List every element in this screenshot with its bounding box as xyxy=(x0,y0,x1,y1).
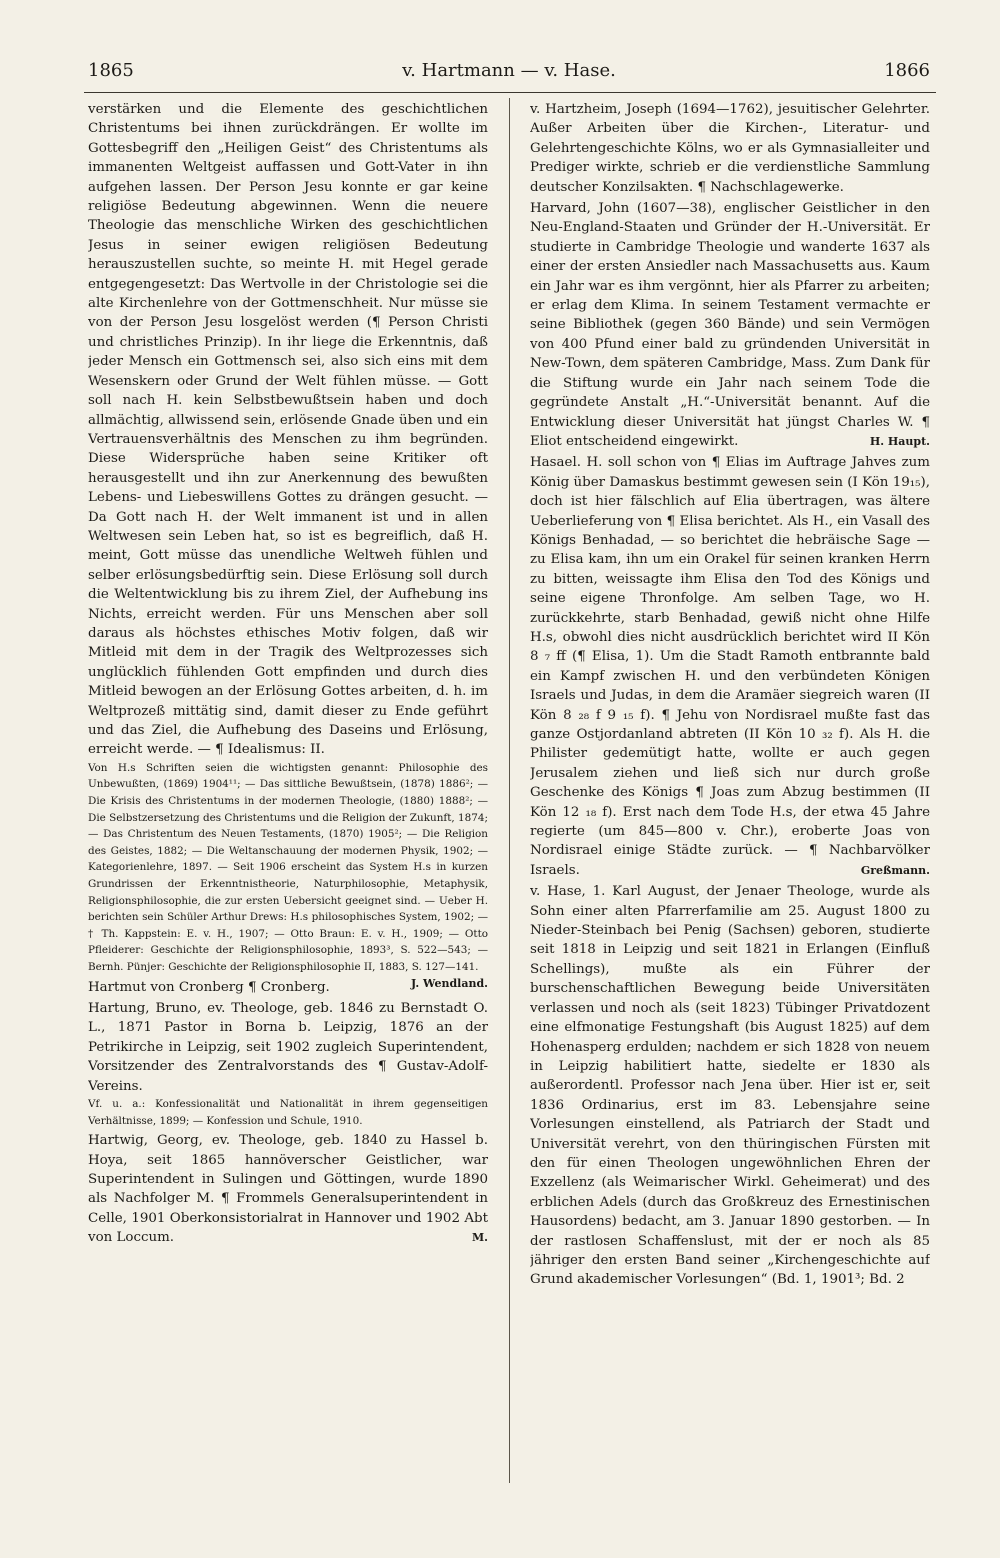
entry-harvard-text: Harvard, John (1607—38), englischer Geistlicher in den Neu-England-Staaten und Gründer der H.-Universität. Er studierte in Cambridge Theologie und wanderte 1637 als einer der ersten Ansiedler nach Massachusetts aus. Kaum ein Jahr war es ihm vergönnt, hier als Pfarrer zu arbeiten; er erlag dem Klima. In seinem Testament vermachte er seine Bibliothek (gegen 360 Bände) und sein Vermögen von 400 Pfund einer bald zu gründenden Universität in New-Town, dem späteren Cambridge, Mass. Zum Dank für die Stiftung wurde ein Jahr nach seinem Tode die gegründete Anstalt „H.“-Universität benannt. Auf die Entwicklung dieser Universität hat jüngst Charles W. ¶ Eliot entscheidend eingewirkt. xyxy=(530,201,930,449)
entry-hartwig-text: Hartwig, Georg, ev. Theologe, geb. 1840 zu Hassel b. Hoya, seit 1865 hannöverscher Geistlicher, war Superintendent in Sulingen und Göttingen, wurde 1890 als Nachfolger M. ¶ Frommels Generalsuperintendent in Celle, 1901 Oberkonsistorialrat in Hannover und 1902 Abt von Loccum. xyxy=(88,1133,488,1246)
author-signature: M. xyxy=(471,1231,488,1245)
author-signature: J. Wendland. xyxy=(411,976,488,990)
entry-hartung: Hartung, Bruno, ev. Theologe, geb. 1846 zu Bernstadt O. L., 1871 Pastor in Borna b. Leipzig, 1876 an der Petrikirche in Leipzig, seit 1902 zugleich Superintendent, Vorsitzender des Zentralvorstands des ¶ Gustav-Adolf-Vereins. xyxy=(88,1000,488,1094)
hartung-literature: Vf. u. a.: Konfessionalität und Nationalität in ihrem gegenseitigen Verhältnisse, 1899; — Konfession und Schule, 1910. xyxy=(88,1097,488,1127)
hartmann-text: verstärken und die Elemente des geschichtlichen Christentums bei ihnen zurückdrängen. Er wollte im Gottesbegriff den „Heiligen Geist“ des Christentums als immanenten Weltgeist auffassen und Gott-Vater in ihn aufgehen lassen. Der Person Jesu konnte er gar keine religiöse Bedeutung abgewinnen. Wenn die neuere Theologie das menschliche Wirken des geschichtlichen Jesus in seiner ewigen religiösen Bedeutung herauszustellen suchte, so meinte H. mit Hegel gerade entgegengesetzt: Das Wertvolle in der Christologie sei die alte Kirchenlehre von der Gottmenschheit. Nur müsse sie von der Person Jesu losgelöst werden (¶ Person Christi und christliches Prinzip). In ihr liege die Erkenntnis, daß jeder Mensch ein Gottmensch sei, also sich eins mit dem Wesenskern oder Grund der Welt fühlen müsse. — Gott soll nach H. kein Selbstbewußtsein haben und doch allmächtig, allwissend sein, erlösende Gnade üben und ein Vertrauensverhältnis des Menschen zu ihm begründen. Diese Widersprüche haben seine Kritiker oft herausgestellt und ihn zur Anerkennung des bewußten Lebens- und Liebeswillens Gottes zu drängen gesucht. — Da Gott nach H. der Welt immanent ist und in allen Weltwesen sein Leben hat, so ist es begreiflich, daß H. meint, Gott müsse das unendliche Weltweh fühlen und selber erlösungsbedürftig sein. Diese Erlösung soll durch die Weltentwicklung bis zu ihrem Ziel, der Aufhebung ins Nichts, erreicht werden. Für uns Menschen aber soll daraus als höchstes ethisches Motiv folgen, daß wir Mitleid mit dem in der Tragik des Weltprozesses sich unglücklich fühlenden Gott empfinden und durch dies Mitleid bewogen an der Erlösung Gottes arbeiten, d. h. im Weltprozeß mittätig sind, damit dieser zu Ende geführt und das Ziel, die Aufhebung des Daseins und Erlösung, erreicht werde. — ¶ Idealismus: II. xyxy=(88,102,488,758)
entry-hartzheim: v. Hartzheim, Joseph (1694—1762), jesuitischer Gelehrter. Außer Arbeiten über die Kirchen-, Literatur- und Gelehrtengeschichte Kölns, wo er als Gymnasialleiter und Prediger wirkte, schrieb er die verdienstliche Sammlung deutscher Konzilsakten. ¶ Nachschlagewerke. xyxy=(530,102,930,195)
entry-hasael-text: Hasael. H. soll schon von ¶ Elias im Auftrage Jahves zum König über Damaskus bestimmt gewesen sein (I Kön 19₁₅), doch ist hier fälschlich auf Elia übertragen, was ältere Ueberlieferung von ¶ Elisa berichtet. Als H., ein Vasall des Königs Benhadad, — so berichtet die hebräische Sage — zu Elisa kam, ihn um ein Orakel für seinen kranken Herrn zu bitten, weissagte ihm Elisa den Tod des Königs und seine eigene Thronfolge. Am selben Tage, wo H. zurückkehrte, starb Benhadad, gewiß nicht ohne Hilfe H.s, obwohl dies nicht ausdrücklich berichtet wird II Kön 8 ₇ ff (¶ Elisa, 1). Um die Stadt Ramoth entbrannte bald ein Kampf zwischen H. und den verbündeten Königen Israels und Judas, in dem die Aramäer siegreich waren (II Kön 8 ₂₈ f 9 ₁₅ f). ¶ Jehu von Nordisrael mußte fast das ganze Ostjordanland abtreten (II Kön 10 ₃₂ f). Als H. die Philister gedemütigt hatte, wollte er auch gegen Jerusalem ziehen und ließ sich nur durch große Geschenke des Königs ¶ Joas zum Abzug bestimmen (II Kön 12 ₁₈ f). Erst nach dem Tode H.s, der etwa 45 Jahre regierte (um 845—800 v. Chr.), eroberte Joas von Nordisrael einige Städte zurück. — ¶ Nachbarvölker Israels. xyxy=(530,455,930,878)
entry-hartwig xyxy=(88,1131,488,1247)
entry-hasael xyxy=(530,453,930,880)
entry-hartmut: Hartmut von Cronberg ¶ Cronberg. xyxy=(88,979,330,995)
page-number-left: 1865 xyxy=(88,60,134,81)
left-column xyxy=(88,100,488,1490)
entry-hase: v. Hase, 1. Karl August, der Jenaer Theologe, wurde als Sohn einer alten Pfarrerfamilie am 25. August 1800 zu Nieder-Steinbach bei Penig (Sachsen) geboren, studierte seit 1818 in Leipzig und seit 1821 in Erlangen (Einfluß Schellings), mußte als ein Führer der burschenschaftlichen Bewegung beide Universitäten verlassen und noch als (seit 1823) Tübinger Privatdozent eine elfmonatige Festungshaft (bis August 1825) auf dem Hohenasperg erdulden; nachdem er sich 1828 von neuem in Leipzig habilitiert hatte, siedelte er 1830 als außerordentl. Professor nach Jena über. Hier ist er, seit 1836 Ordinarius, erst im 83. Lebensjahre seine Vorlesungen einstellend, als Patriarch der Stadt und Universität verehrt, von den thüringischen Fürsten mit den für einen Theologen ungewöhnlichen Ehren der Exzellenz (als Weimarischer Wirkl. Geheimerat) und des erblichen Adels (durch das Großkreuz des Ernestinischen Hausordens) bedacht, am 3. Januar 1890 gestorben. — In der rastlosen Schaffenslust, mit der er noch als 85 jähriger den ersten Band seiner „Kirchengeschichte auf Grund akademischer Vorlesungen“ (Bd. 1, 1901³; Bd. 2 xyxy=(530,884,930,1288)
running-head xyxy=(88,60,930,88)
entry-harvard xyxy=(530,199,930,451)
author-signature: H. Haupt. xyxy=(869,434,930,448)
author-signature: Greßmann. xyxy=(860,863,930,877)
column-divider xyxy=(509,98,510,1483)
page-title: v. Hartmann — v. Hase. xyxy=(402,60,616,81)
page-number-right: 1866 xyxy=(884,60,930,81)
hartmann-literature-text: Von H.s Schriften seien die wichtigsten genannt: Philosophie des Unbewußten, (1869) 1904¹¹; — Das sittliche Bewußtsein, (1878) 1886²; — Die Krisis des Christentums in der modernen Theologie, (1880) 1888²; — Die Selbstzersetzung des Christentums und die Religion der Zukunft, 1874; — Das Christentum des Neuen Testaments, (1870) 1905²; — Die Religion des Geistes, 1882; — Die Weltanschauung der modernen Physik, 1902; — Kategorienlehre, 1897. — Seit 1906 erscheint das System H.s in kurzen Grundrissen der Erkenntnistheorie, Naturphilosophie, Metaphysik, Religionsphilosophie, die zur ersten Uebersicht geeignet sind. — Ueber H. berichten sein Schüler Arthur Drews: H.s philosophisches System, 1902; — † Th. Kappstein: E. v. H., 1907; — Otto Braun: E. v. H., 1909; — Otto Pfleiderer: Geschichte der Religionsphilosophie, 1893³, S. 522—543; — Bernh. Pünjer: Geschichte der Religionsphilosophie II, 1883, S. 127—141. xyxy=(88,761,488,973)
right-column xyxy=(530,100,930,1490)
header-rule xyxy=(84,92,936,93)
